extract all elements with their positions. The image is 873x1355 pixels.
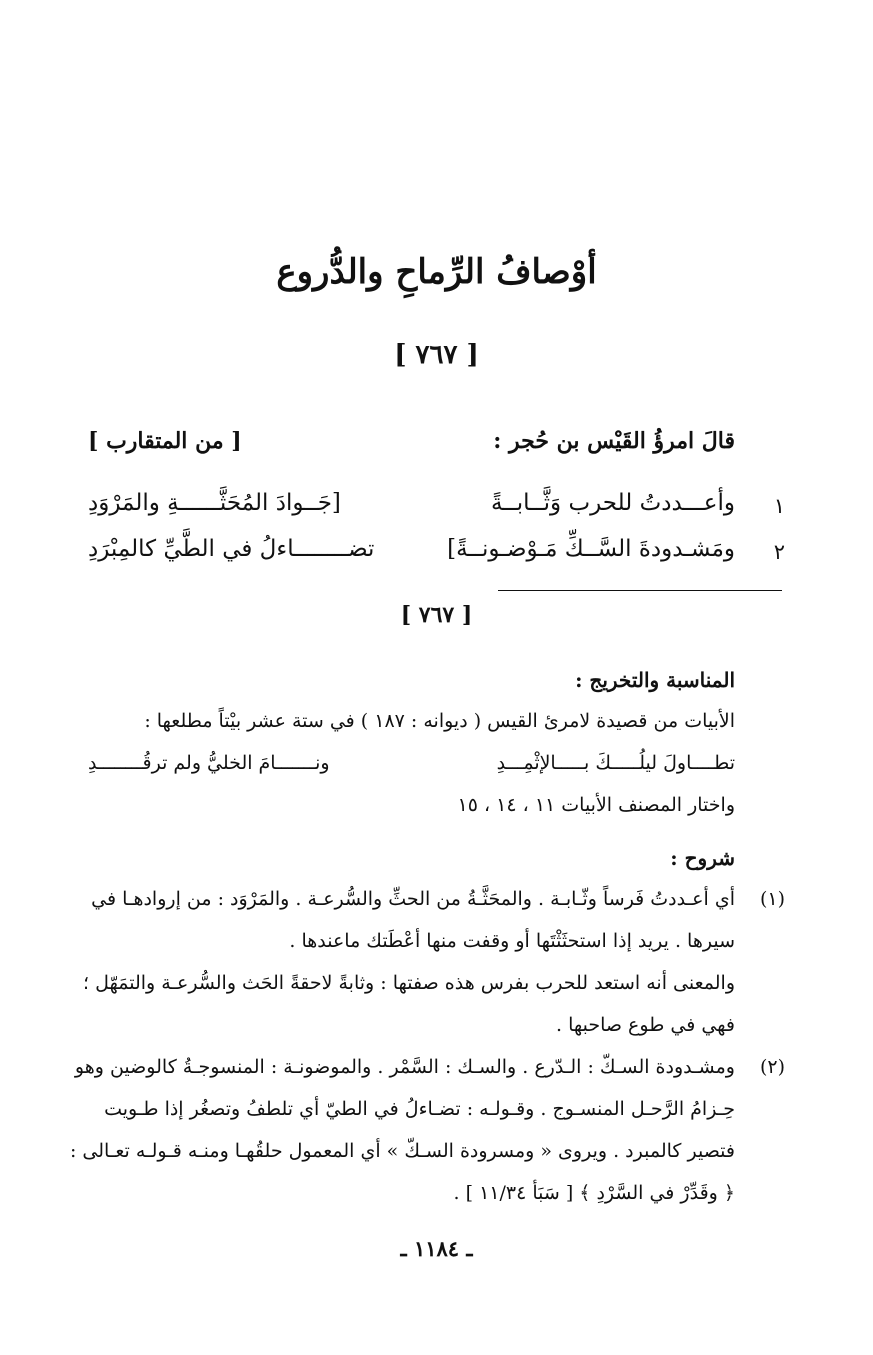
commentary-number: [ ٧٦٧ ] xyxy=(400,602,473,628)
sources-intro: الأبيات من قصيدة لامرئ القيس ( ديوانه : ١٨٧ ) في ستة عشر بيْتاً مطلعها : xyxy=(144,710,735,732)
page-number: ـ ١١٨٤ ـ xyxy=(400,1236,473,1261)
note-line: ﴿ وقَدِّرْ في السَّرْدِ ﴾ [ سَبَأ ١١/٣٤ ] . xyxy=(453,1182,735,1204)
note-number: (٢) xyxy=(759,1056,785,1078)
note-line: ومشـدودة السـكّ : الـدّرع . والسـك : السَّمْر . والموضونـة : المنسوجـةُ كالوضين وهو xyxy=(74,1056,735,1078)
note-line: والمعنى أنه استعد للحرب بفرس هذه صفتها : وثابةً لاحقةً الحَث والسُّرعـة والتمَهّل ؛ xyxy=(83,972,735,994)
verse-first-hemistich: وأعـــددتُ للحرب وَثَّــابــةً xyxy=(490,490,735,516)
opening-verse-first: تطــــاولَ ليلُـــــكَ بـــــالإثْمِـــدِ xyxy=(496,752,735,774)
note-number: (١) xyxy=(759,888,785,910)
verse-second-hemistich: تضــــــــاءلُ في الطَّيِّ كالمِبْرَدِ xyxy=(88,536,375,562)
note-line: أي أعـددتُ فَرساً وثّـابـة . والمحَثَّـةُ من الحثِّ والسُّرعـة . والمَرْوَد : من إروادهـا في xyxy=(91,888,735,910)
poem-number: [ ٧٦٧ ] xyxy=(394,340,479,370)
note-line: حِـزامُ الرَّحـل المنسـوج . وقـولـه : تضـاءلُ في الطيّ أي تلطفُ وتصغُر إذا طـويت xyxy=(104,1098,735,1120)
verse-number: ٢ xyxy=(773,540,785,564)
verse-second-hemistich: [جَــوادَ المُحَثَّــــــةِ والمَرْوَدِ xyxy=(88,490,341,516)
poet-attribution: قالَ امرؤُ القَيْس بن حُجر : xyxy=(493,428,735,454)
sources-selection: واختار المصنف الأبيات ١١ ، ١٤ ، ١٥ xyxy=(457,794,735,816)
note-line: سيرها . يريد إذا استحثَثْتَها أو وقفت منها أعْطَتك ماعندها . xyxy=(289,930,735,952)
opening-verse-second: ونـــــــامَ الخليُّ ولم ترقُــــــــدِ xyxy=(88,752,330,774)
verse-first-hemistich: ومَشـدودةَ السَّــكِّ مَـوْضـونــةً] xyxy=(447,536,735,562)
verse-number: ١ xyxy=(773,494,785,518)
poem-meter: [ من المتقارب ] xyxy=(88,428,242,454)
note-line: فتصير كالمبرد . ويروى « ومسرودة السـكّ » أي المعمول حلقُهـا ومنـه قـولـه تعـالى : xyxy=(69,1140,735,1162)
notes-heading: شروح : xyxy=(670,846,735,870)
sources-heading: المناسبة والتخريج : xyxy=(575,668,735,692)
note-line: فهي في طوع صاحبها . xyxy=(555,1014,735,1036)
verse-divider xyxy=(498,590,782,591)
section-title: أوْصافُ الرِّماحِ والدُّروع xyxy=(276,252,597,292)
